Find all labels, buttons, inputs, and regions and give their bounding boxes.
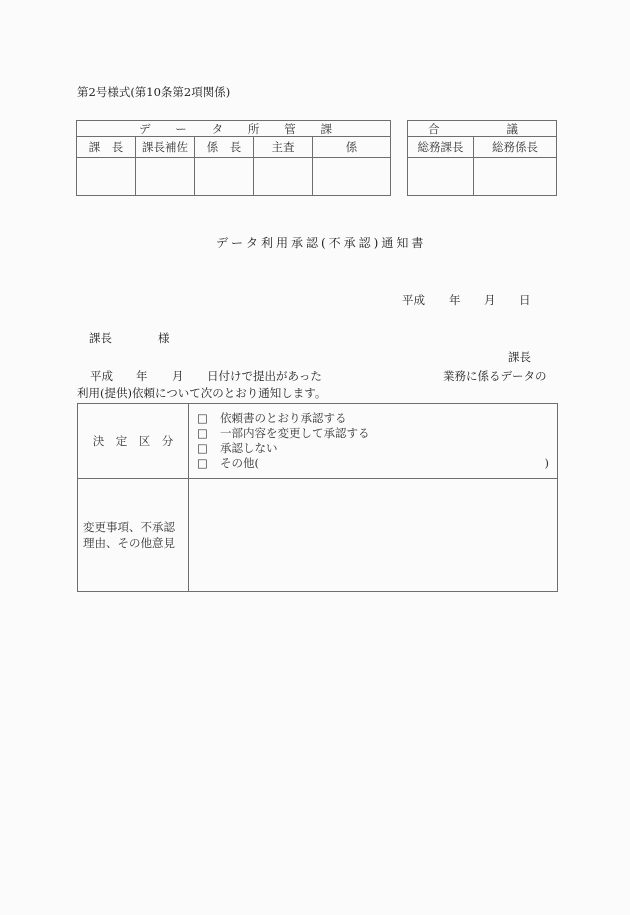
stamp-cell[interactable]	[136, 158, 195, 196]
header-char: タ	[211, 121, 224, 136]
header-char: 課	[320, 121, 332, 136]
col-somu-kacho: 総務課長	[408, 137, 474, 158]
consultation-table	[407, 120, 557, 196]
stamp-cell[interactable]	[195, 158, 254, 196]
stamp-cell[interactable]	[313, 158, 391, 196]
header-char: 合	[428, 121, 440, 136]
col-somu-kakaricho: 総務係長	[474, 137, 557, 158]
decision-category-label	[78, 404, 189, 479]
body-era: 平成	[90, 369, 113, 383]
date-era: 平成	[402, 293, 425, 307]
date-day: 日	[519, 293, 531, 307]
body-line1-rest: 日付けで提出があった	[207, 369, 322, 383]
option-other[interactable]	[197, 456, 549, 471]
form-label: 第2号様式(第10条第2項関係)	[77, 85, 231, 99]
other-input-space[interactable]	[259, 456, 545, 471]
sender-title: 課長	[508, 350, 531, 364]
col-kakari: 係	[313, 137, 391, 158]
decision-category-text: 決 定 区 分	[92, 434, 174, 448]
document-title: データ利用承認(不承認)通知書	[216, 236, 427, 250]
remarks-input-cell[interactable]	[189, 479, 558, 592]
option-label: その他(	[220, 456, 259, 470]
decision-table	[77, 403, 558, 592]
option-label: 依頼書のとおり承認する	[220, 411, 347, 425]
col-kakaricho: 係 長	[195, 137, 254, 158]
date-year: 年	[449, 293, 461, 307]
remarks-label	[78, 479, 189, 592]
stamp-cell[interactable]	[474, 158, 557, 196]
header-char: 議	[506, 121, 518, 136]
remarks-label-line2: 理由、その他意見	[83, 536, 175, 550]
option-approve-with-changes[interactable]	[197, 426, 549, 441]
col-kacho: 課 長	[77, 137, 136, 158]
header-char: ー	[175, 121, 187, 136]
checkbox-icon[interactable]: □	[197, 411, 208, 425]
option-label: 承認しない	[220, 441, 278, 455]
stamp-cell[interactable]	[77, 158, 136, 196]
stamp-cell[interactable]	[254, 158, 313, 196]
body-year: 年	[136, 369, 148, 383]
header-char: 管	[284, 121, 296, 136]
body-month: 月	[172, 369, 184, 383]
option-label: 一部内容を変更して承認する	[220, 426, 370, 440]
header-char: デ	[139, 121, 151, 136]
date-month: 月	[484, 293, 496, 307]
stamp-cell[interactable]	[408, 158, 474, 196]
body-line1-end: 業務に係るデータの	[443, 369, 547, 383]
header-char: 所	[247, 121, 260, 136]
addressee-honorific: 様	[158, 331, 170, 345]
checkbox-icon[interactable]: □	[197, 426, 208, 440]
body-line2: 利用(提供)依頼について次のとおり通知します。	[77, 386, 327, 400]
remarks-label-line1: 変更事項、不承認	[83, 520, 175, 534]
checkbox-icon[interactable]: □	[197, 456, 208, 470]
decision-options-cell	[189, 404, 558, 479]
approval-stamp-table	[76, 120, 391, 196]
consult-table-header	[408, 121, 557, 137]
checkbox-icon[interactable]: □	[197, 441, 208, 455]
other-close-paren: )	[544, 456, 549, 470]
approval-table-header	[77, 121, 391, 137]
col-shusa: 主査	[254, 137, 313, 158]
col-kacho-hosa: 課長補佐	[136, 137, 195, 158]
addressee-title: 課長	[89, 331, 112, 345]
option-not-approved[interactable]	[197, 441, 549, 456]
option-approve-as-requested[interactable]	[197, 411, 549, 426]
